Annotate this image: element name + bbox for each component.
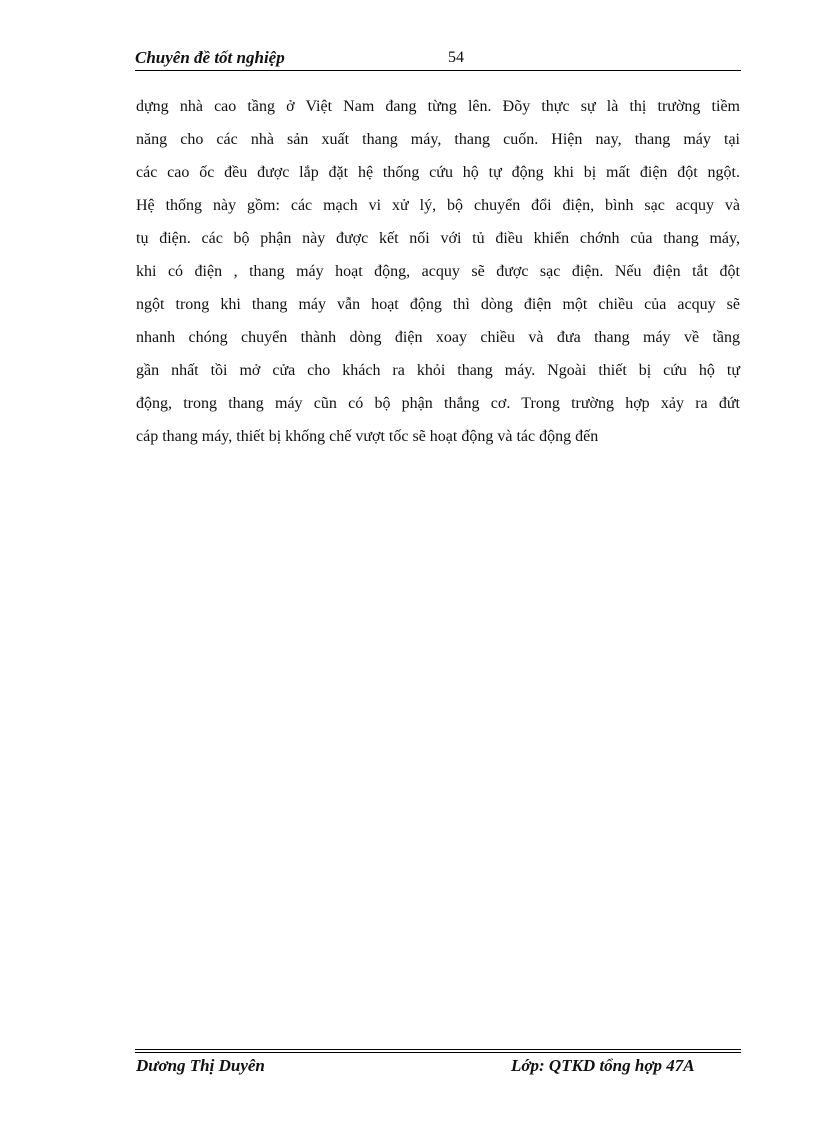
body-line: nhanh chóng chuyển thành dòng điện xoay chiều và đưa thang máy về tầng (136, 329, 740, 346)
footer-divider-bottom (135, 1052, 741, 1053)
body-line: cáp thang máy, thiết bị khống chế vượt tốc sẽ hoạt động và tác động đến (136, 428, 599, 445)
body-line: dựng nhà cao tầng ở Việt Nam đang từng lên. Đõy thực sự là thị trường tiềm (136, 98, 740, 115)
header-title: Chuyên đề tốt nghiệp (135, 48, 285, 67)
body-line: năng cho các nhà sản xuất thang máy, thang cuốn. Hiện nay, thang máy tại (136, 131, 740, 148)
footer-divider-top (135, 1049, 741, 1050)
body-line: các cao ốc đều được lắp đặt hệ thống cứu hộ tự động khi bị mất điện đột ngột. (136, 164, 740, 181)
body-line: gần nhất tồi mở cửa cho khách ra khỏi thang máy. Ngoài thiết bị cứu hộ tự (136, 362, 740, 379)
body-line: ngột trong khi thang máy vẫn hoạt động thì dòng điện một chiều của acquy sẽ (136, 296, 740, 313)
body-line: khi có điện , thang máy hoạt động, acquy sẽ được sạc điện. Nếu điện tắt đột (136, 263, 740, 280)
body-line: động, trong thang máy cũn có bộ phận thắng cơ. Trong trường hợp xảy ra đứt (136, 395, 740, 412)
body-line: tụ điện. các bộ phận này được kết nối với tủ điều khiển chớnh của thang máy, (136, 230, 740, 247)
page-header (135, 48, 741, 72)
footer-author: Dương Thị Duyên (136, 1056, 265, 1075)
header-divider (135, 70, 741, 71)
page-number: 54 (448, 49, 464, 66)
footer-class: Lớp: QTKD tổng hợp 47A (511, 1056, 695, 1075)
body-paragraph (136, 90, 740, 453)
body-line: Hệ thống này gồm: các mạch vi xử lý, bộ chuyển đổi điện, bình sạc acquy và (136, 197, 740, 214)
